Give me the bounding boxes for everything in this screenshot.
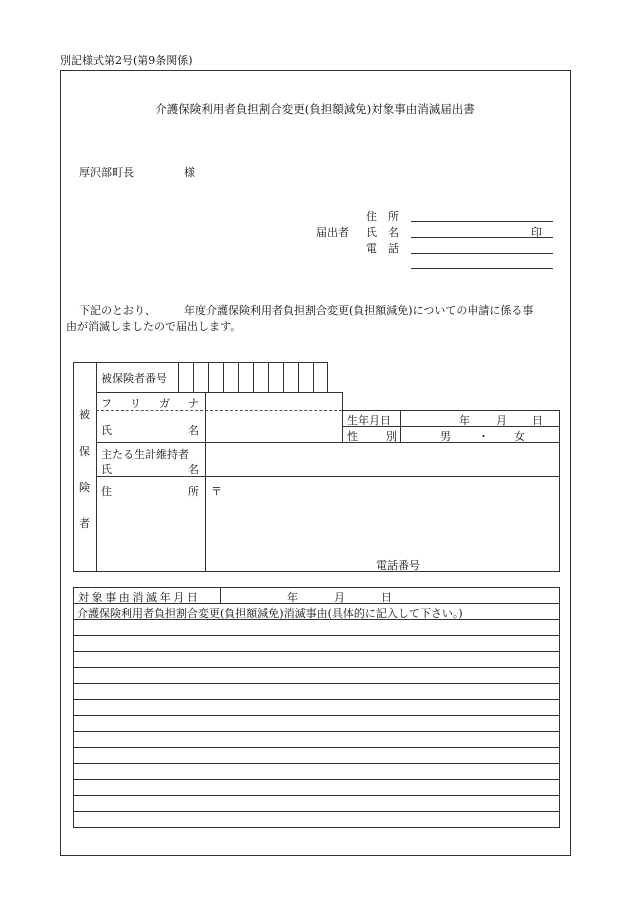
supporter-label-line1: 主たる生計維持者: [101, 448, 189, 461]
insured-side-char-3: 険: [79, 481, 90, 494]
insured-side-char-4: 者: [79, 517, 90, 530]
seal-mark: 印: [531, 226, 542, 239]
insured-name-label: 氏 名: [101, 424, 199, 437]
addressee-name: 厚沢部町長: [79, 166, 134, 179]
insured-name-field[interactable]: [206, 411, 341, 441]
gender-label: 性 別: [347, 430, 397, 443]
addressee-honorific: 様: [184, 166, 195, 179]
supporter-label-line2: 氏 名: [101, 463, 199, 476]
reason-date-field[interactable]: [221, 588, 558, 602]
birthdate-day-unit: 日: [532, 414, 543, 427]
insured-number-cells[interactable]: [179, 363, 327, 391]
furigana-field[interactable]: [206, 393, 341, 409]
supporter-name-field[interactable]: [206, 443, 558, 475]
birthdate-label: 生年月日: [347, 414, 391, 427]
notifier-address-line[interactable]: [411, 221, 553, 222]
gender-separator: ・: [478, 430, 489, 443]
birthdate-month-unit: 月: [496, 414, 507, 427]
reason-date-month-unit: 月: [334, 591, 345, 604]
notifier-phone-label: 電 話: [366, 242, 399, 255]
statement-line2: 由が消滅しましたので届出します。: [66, 320, 242, 333]
gender-female-option[interactable]: 女: [514, 430, 525, 443]
reason-date-year-unit: 年: [287, 591, 298, 604]
notifier-extra-line[interactable]: [411, 268, 553, 269]
statement-line1: 年度介護保険利用者負担割合変更(負担額減免)についての申請に係る事: [184, 304, 534, 317]
statement-prefix: 下記のとおり、: [79, 304, 156, 317]
notifier-phone-line[interactable]: [411, 253, 553, 254]
reason-date-day-unit: 日: [381, 591, 392, 604]
reason-date-label: 対象事由消滅年月日: [78, 591, 201, 604]
notifier-label: 届出者: [316, 226, 349, 239]
form-title: 介護保険利用者負担割合変更(負担額減免)対象事由消滅届出書: [155, 102, 475, 116]
furigana-label: フ リ ガ ナ: [101, 397, 199, 410]
postal-mark: 〒: [211, 485, 222, 498]
notifier-name-label: 氏 名: [366, 226, 399, 239]
reason-description-label: 介護保険利用者負担割合変更(負担額減免)消滅事由(具体的に記入して下さい。): [77, 607, 463, 620]
insured-side-char-2: 保: [79, 445, 90, 458]
birthdate-year-unit: 年: [459, 414, 470, 427]
gender-male-option[interactable]: 男: [440, 430, 451, 443]
reason-description-field[interactable]: [74, 620, 558, 827]
insured-side-char-1: 被: [79, 408, 90, 421]
form-number-note: 別記様式第2号(第9条関係): [60, 54, 193, 67]
insured-address-label: 住 所: [101, 485, 199, 498]
insured-number-label: 被保険者番号: [101, 372, 167, 385]
insured-phone-label: 電話番号: [376, 559, 420, 572]
notifier-address-label: 住 所: [366, 210, 399, 223]
